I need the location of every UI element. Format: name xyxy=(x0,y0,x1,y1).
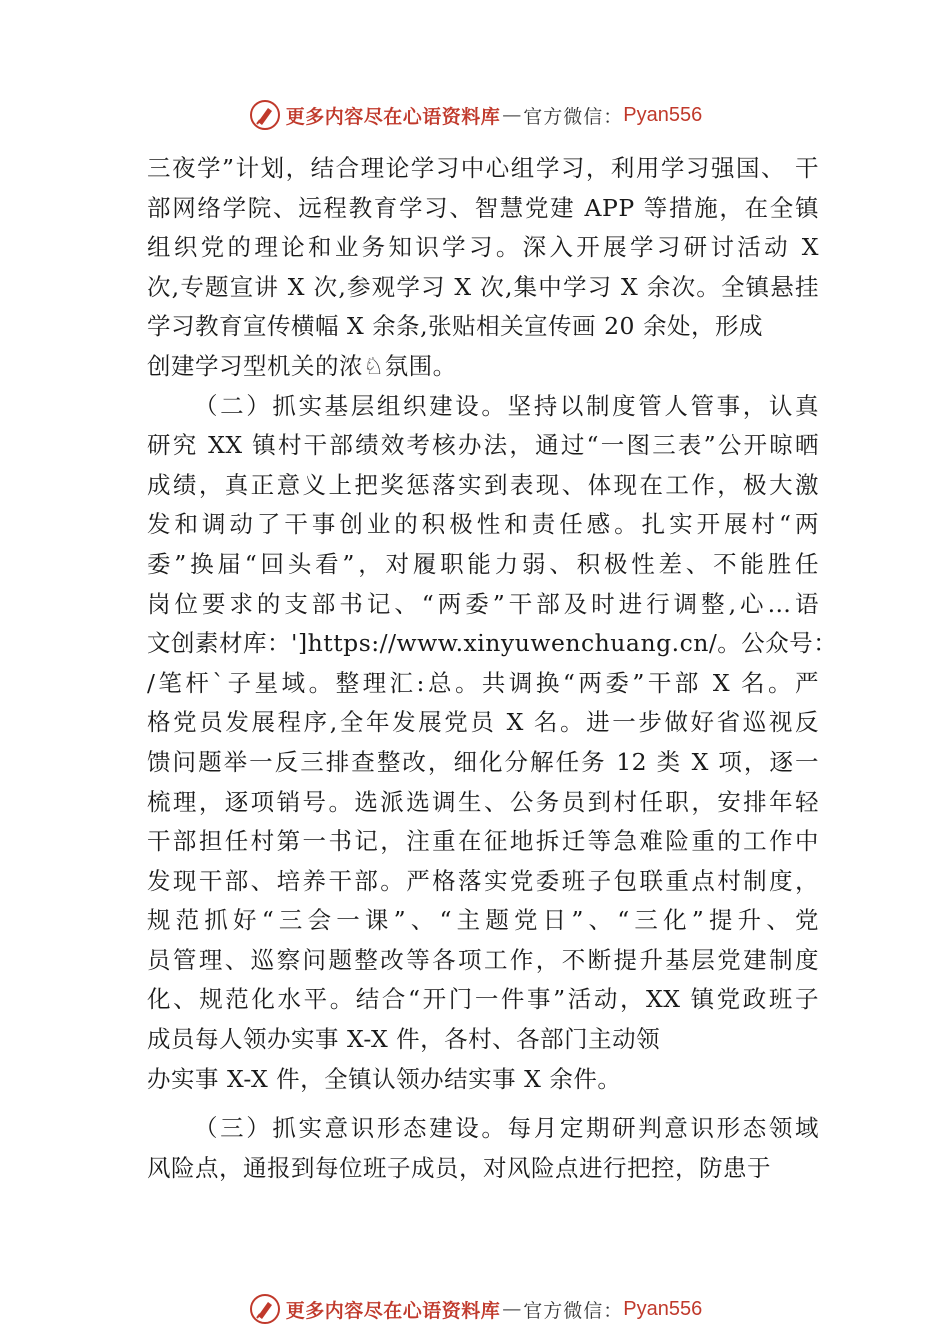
paragraph-heading-line: （二）抓实基层组织建设。坚持以制度管人管事，认真 xyxy=(194,391,819,420)
footer-watermark-banner xyxy=(0,1289,950,1329)
text-line: 办实事 X-X 件，全镇认领办结实事 X 余件。 xyxy=(147,1064,622,1093)
text-line: 成员每人领办实事 X-X 件，各村、各部门主动领 xyxy=(147,1025,661,1054)
text-line: 创建学习型机关的浓♘氛围。 xyxy=(147,351,457,380)
text-line: 文创素材库：']https://www.xinyuwenchuang.cn/。公众号： xyxy=(147,629,838,658)
paragraph-gap xyxy=(147,1099,819,1109)
text-line: /笔杆`子星域。整理汇:总。共调换“两委”干部 X 名。严 xyxy=(147,668,819,697)
text-line: 组织党的理论和业务知识学习。深入开展学习研讨活动 X xyxy=(147,233,819,262)
pen-nib-seal-icon xyxy=(248,1292,282,1326)
text-line: 岗位要求的支部书记、“两委”干部及时进行调整,心…语 xyxy=(147,589,819,618)
official-wechat-label: 官方微信： xyxy=(523,105,624,128)
text-line: 发和调动了干事创业的积极性和责任感。扎实开展村“两 xyxy=(147,510,819,539)
paragraph-heading-line: （三）抓实意识形态建设。每月定期研判意识形态领域 xyxy=(194,1114,819,1143)
text-line: 干部担任村第一书记，注重在征地拆迁等急难险重的工作中 xyxy=(147,827,819,856)
text-line: 规范抓好“三会一课”、“主题党日”、“三化”提升、党 xyxy=(147,906,819,935)
official-wechat-label: 官方微信： xyxy=(523,1299,624,1322)
pen-nib-seal-icon xyxy=(248,98,282,132)
banner-separator: — xyxy=(502,104,522,126)
text-line: 风险点，通报到每位班子成员，对风险点进行把控，防患于 xyxy=(147,1153,771,1182)
body-text xyxy=(147,149,838,1188)
text-line: 梳理，逐项销号。选派选调生、公务员到村任职，安排年轻 xyxy=(147,787,819,816)
banner-separator: — xyxy=(502,1298,522,1320)
text-line: 发现干部、培养干部。严格落实党委班子包联重点村制度， xyxy=(147,866,819,895)
text-line: 次,专题宣讲 X 次,参观学习 X 次,集中学习 X 余次。全镇悬挂 xyxy=(147,272,819,301)
wechat-id: Pyan556 xyxy=(623,1297,703,1320)
text-line: 员管理、巡察问题整改等各项工作，不断提升基层党建制度 xyxy=(147,945,819,974)
brand-name: 更多内容尽在心语资料库 xyxy=(285,105,501,128)
text-line: 学习教育宣传横幅 X 余条,张贴相关宣传画 20 余处，形成 xyxy=(147,312,763,341)
header-watermark-banner xyxy=(0,95,950,135)
text-line: 部网络学院、远程教育学习、智慧党建 APP 等措施，在全镇 xyxy=(147,193,819,222)
text-line: 委”换届“回头看”，对履职能力弱、积极性差、不能胜任 xyxy=(147,549,819,578)
brand-name: 更多内容尽在心语资料库 xyxy=(285,1299,501,1322)
text-line: 研究 XX 镇村干部绩效考核办法，通过“一图三表”公开晾晒 xyxy=(147,431,819,460)
text-line: 格党员发展程序,全年发展党员 X 名。进一步做好省巡视反 xyxy=(147,708,819,737)
text-line: 三夜学”计划，结合理论学习中心组学习，利用学习强国、 干 xyxy=(147,154,819,182)
text-line: 成绩，真正意义上把奖惩落实到表现、体现在工作，极大激 xyxy=(147,470,819,499)
wechat-id: Pyan556 xyxy=(623,103,703,126)
text-line: 化、规范化水平。结合“开门一件事”活动，XX 镇党政班子 xyxy=(147,985,819,1014)
text-line: 馈问题举一反三排查整改，细化分解任务 12 类 X 项，逐一 xyxy=(147,747,819,776)
